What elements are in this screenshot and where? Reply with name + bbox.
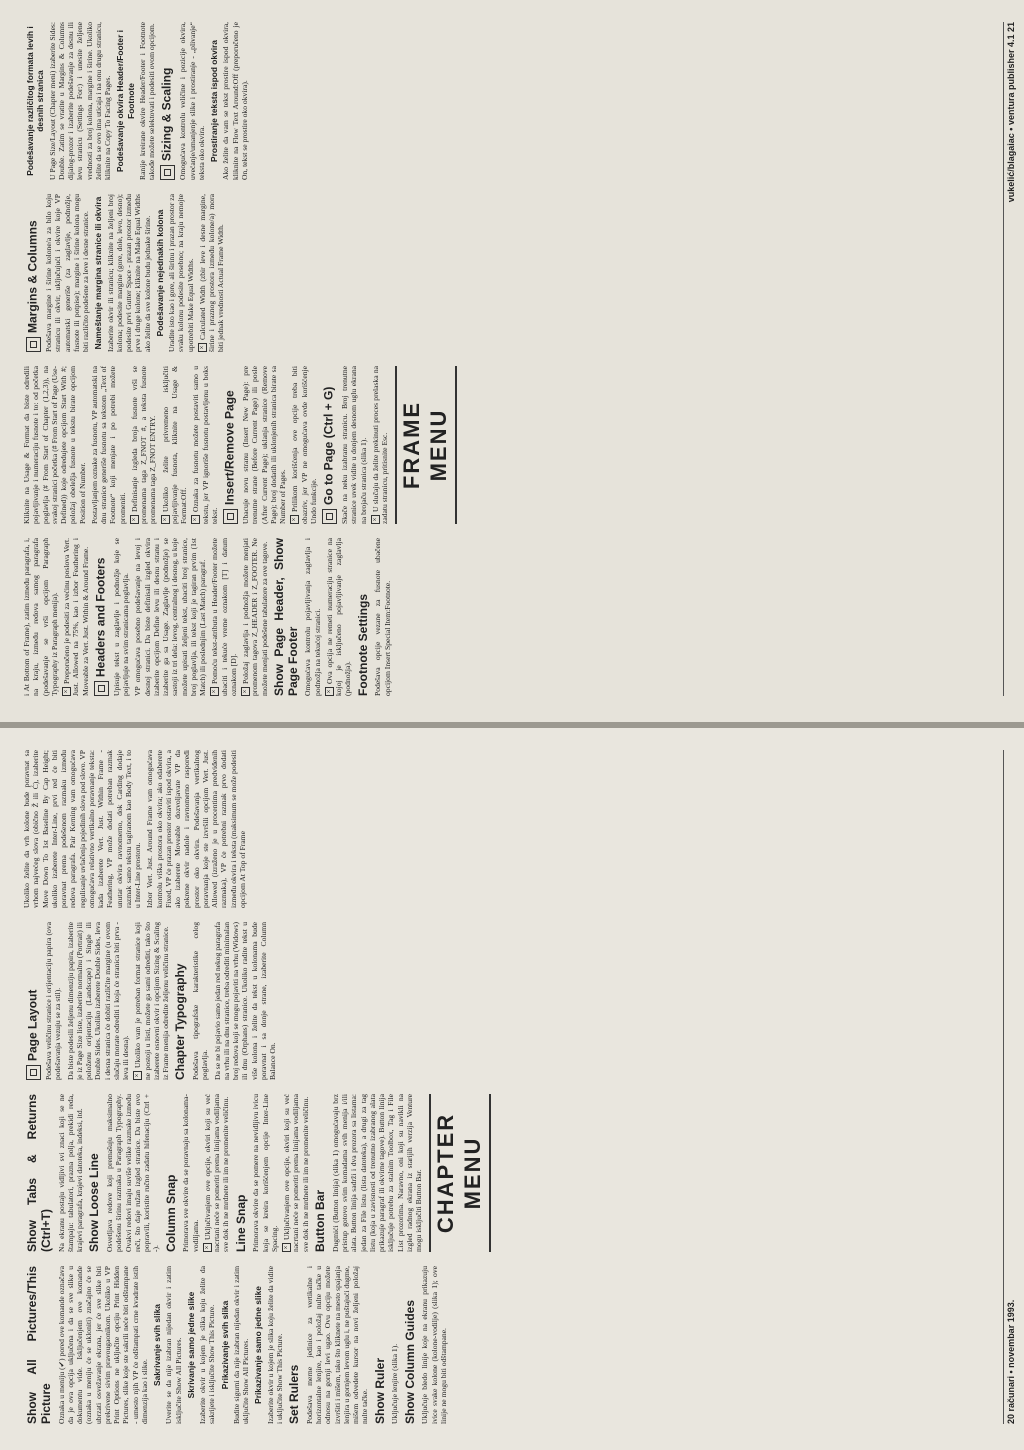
paragraph: Podešava tipografske karakteristike celog poglavlja. xyxy=(191,922,210,1080)
subheading: Sakrivanje svih slika xyxy=(152,1304,163,1386)
heading-chapter-typography: Chapter Typography xyxy=(173,963,188,1080)
paragraph: Uključuje lenjire (slika 1). xyxy=(390,1343,400,1424)
footer-text: vukelić/blagaiac • ventura publisher 4.1 21 xyxy=(1006,22,1016,203)
heading-line-snap: Line Snap xyxy=(233,1194,248,1252)
frame-menu-title: FRAME MENU xyxy=(395,366,457,524)
check-box-icon: × xyxy=(241,687,250,696)
paragraph: Izaberite okvir u kojem je slika koju želite da sakrijete i isključite Show This Picture. xyxy=(198,1266,217,1424)
heading-go-to-page xyxy=(322,366,337,524)
heading-margins-columns xyxy=(26,194,41,352)
subheading: Prikazivanje samo jedne slike xyxy=(253,1286,264,1404)
heading-text: Headers and Footers xyxy=(93,557,108,677)
right-column-2 xyxy=(22,366,992,524)
subheading: Prikazivanje svih slika xyxy=(219,1300,230,1390)
paragraph: U Page Size/Layout (Chapter meni) izaberite Sides: Double. Zatim se vratite u Margins & Columns dijalog-prozor i izaberite podešavanje za desnu ili levu stranicu (Settings For:) i unesite željene vrednosti za broj kolona, margine i širine. Ukoliko želite da se ovo ima uticaja i na onu drugu stranicu, kliknite na Copy To Facing Pages. xyxy=(47,22,112,180)
note-text: Calculated Width (zbir leve i desne margine, širine i praznog prostora između kolone/a) mora biti jednak vrednosti Actual Frame Width. xyxy=(197,194,226,352)
subheading: Podešavanje različitog formata levih i desnih stranica xyxy=(25,26,46,176)
subheading: Nameštanje margina stranice ili okvira xyxy=(93,196,104,350)
check-box-icon: × xyxy=(203,1243,212,1252)
insert-page-icon xyxy=(223,509,238,524)
paragraph: Omogućava kontrolu pojavljivanja zaglavlja i podnožja na tekućoj stranici. xyxy=(303,538,322,696)
paragraph: Kliknite na Usage & Format da biste odredili pojavljivanje i numeraciju fusnote i to: od početka poglavlja (# From Start of Chapter (1,2,3)), na svakoj stranici početka (# From Start of Page (Use- Defined)) koje odredujete opcijom Start With #; položaj obeležja fusnote u tekstu birate opcijom Position of Number. xyxy=(22,366,87,524)
check-box-icon: × xyxy=(210,687,219,696)
check-box-icon: × xyxy=(62,687,71,696)
paragraph: VP omogućava posebno podešavanje na levoj i desnoj stranici. Da biste definisali izgled okvira izaberite opcijom Define levu ili desnu stranu i izaberite ga sa Usage. Zaglavlje (podnožje) se sastoji iz tri dela: levog, centralnog i desnog, u koje možete upisati željeni tekst, ubaciti broj stranice, broj poglavlja, ili tekst koji je tagiran prvim (1st Match) ili poslednjim (Last Match) paragraf. xyxy=(133,538,207,696)
heading-column-snap: Column Snap xyxy=(163,1174,178,1252)
check-box-icon: × xyxy=(290,515,299,524)
paragraph: Izbor Vert. Just. Around Frame vam omogućava kontrolu viška prostora oko okvira; ako odaberete Fixed, VP će prazan prostor ostaviti ispod okvira, a ako izaberete Moveable dozvoljavate VP da pokrene okvir nadole i ravnomerno raspoređi prostor oko okvira. Podešavanja vertikalnog poravnanja koje ste izvršili opcijom Vert. Just. Allowed (izraženo je u procentima predviđenih razmaka), VP će potrebni razmak prvo dodati između okvira i teksta (maksimum se može podesiti opcijom At Top of Frame xyxy=(145,750,247,908)
heading-headers-footers xyxy=(94,538,109,696)
subheading: Podešavanje okvira Header/Footer i Footnote xyxy=(115,30,136,172)
heading-set-rulers: Set Rulers xyxy=(287,1364,302,1424)
paragraph: Uverite se da nije izabran nijedan okvir i zatim isključite Show All Pictures. xyxy=(164,1266,183,1424)
left-column-4 xyxy=(22,750,992,908)
paragraph: Podešava margine i širine kolone/a za bilo koju stranicu ili okvir, uključujući i okvire koje VP automatski generiše (za zaglavlje, podnožje, fusnote ili potpise); margine i širine kolona mogu biti različito podešene za leve i desne stranice. xyxy=(44,194,90,352)
heading-text: Sizing & Scaling xyxy=(159,67,174,161)
note-paragraph xyxy=(290,366,318,524)
paragraph: Ukoliko želite da vrh kolone bude poravnat sa vrhom najvećeg slova (obično Ž ili Ć), izaberite Move Down To 1st Baseline By Cap Height; ukoliko izaberete Inter-Line, prvi red će biti poravnat prema podešenom razmaku između redova paragrafa. Pair Kerning vam omogućava regulisanje uvlačenja pojedinih slova pod slovo. VP omogućava relativno vertikalno poravnanje teksta: kada izaberete Vert. Just. Within Frame - Feathering, VP može dodati potreban razmak unutar okvira ravnomerno, dok Carding dodaje razmak samo tekstu tagiranom kao Body Text, i to u Inter-Line prostoru. xyxy=(22,750,142,908)
note-text: Ova opcija ne remeti numeraciju stranice na kojoj je isključeno pojavljivanje zaglavlja (podnožja). xyxy=(324,538,353,696)
heading-text: Go to Page (Ctrl + G) xyxy=(321,386,336,505)
heading-insert-remove-page xyxy=(223,366,238,524)
paragraph: i At Bottom of Frame), zatim između paragrafa, i, na kraju, između redova samog paragrafa (podešavanje se vrši opcijom Paragraph Typography iz Paragraph menija). xyxy=(22,538,59,696)
right-column-1 xyxy=(22,538,992,696)
heading-sizing-scaling xyxy=(160,22,175,180)
paragraph: Ako želite da vam se tekst prostire ispod okvira, kliknite na Flow Text Around:Off (preporučeno je On, tekst se prostire oko okvira). xyxy=(221,22,249,180)
heading-show-column-guides: Show Column Guides xyxy=(402,1299,417,1424)
note-text: Pomoću tekst-atributa u Header/Footer možete ubaciti i tekuće vreme oznakom [T] i datum oznakom [D]. xyxy=(210,538,238,696)
paragraph: Na ekranu postaju vidljivi svi znaci koji se ne štampaju: tabulatori, prazna polja, prekidi reda, krajevi paragrafa, krajevi datoteka, indeksi, itd. xyxy=(56,1094,85,1252)
page-layout-icon xyxy=(26,1065,41,1080)
paragraph: Podešava veličinu stranice i orijentaciju papira (ova podešavanja vezuju se za stil). xyxy=(44,922,63,1080)
paragraph: Dugmići (Button linija) (slika 1) omogućavaju brz pristup gotovo svim komadama svih menija i/ili alata. Button linija sadrži i dva prozora sa listama: jedan za File listu (lista datoteka), a drugi za tag listu (koja u zavisnosti od trenutno izabranog alata prikazuje paragraf ili okvirne tagove). Button linija isključuje potrebu za stalnim Toolbox, Tag i File List prozorima. Naravno, oni koji su navikli na izgled radnog ekrana iz starijih verzija Venture mogu isključiti Button Bar. xyxy=(330,1094,424,1252)
heading-page-layout xyxy=(26,922,41,1080)
check-box-icon: × xyxy=(191,515,200,524)
go-to-page-icon xyxy=(322,509,337,524)
note-paragraph xyxy=(210,538,238,696)
paragraph: Skače na neku izabranu stranicu. Broj trenutne stranice uvek vidite u donjem desnom uglu ekrana na brojaču stranica (slika 1). xyxy=(340,366,368,524)
right-footer xyxy=(1003,22,1016,696)
note-paragraph xyxy=(161,366,189,524)
left-column-3 xyxy=(22,922,992,1080)
margins-columns-icon xyxy=(26,337,41,352)
note-text: U slučaju da želite prekinuti proces prelaska na zadatu stranicu, pritisnite Esc. xyxy=(370,366,389,524)
paragraph: Podešava merne jedinice za vertikalne i horizontalne lenjire, kao i položaj nulte tačke u odnosu na gornji levi ugao. Ovu opciju možete izvršiti i mišem, tako što kliknete na mesto spajanja lenjira u gornjem levom uglu i, ne puštajući dugme, mišem odvedete kursor na novi željeni položaj nulte tačke. xyxy=(304,1266,370,1424)
note-text: Definisanje izgleda broja fusnote vrši se promenama taga Z_FNOT #, a teksta fusnote promenama taga Z_FNOT ENTRY. xyxy=(129,366,158,524)
note-paragraph xyxy=(133,922,170,1080)
note-paragraph xyxy=(371,366,390,524)
paragraph: Uključuje bledo linije koje na ekranu prikazuju ivice svake kolone (kolone-vodilje) (slika 1); ove linije ne mogu biti odštampane. xyxy=(420,1266,448,1424)
note-text: Preporučeno je podesiti za većinu poslova Vert. Just. Allowed na 75%, kao i izbor Feathering i Moveable za Vert. Just. Within & Around Frame. xyxy=(62,538,90,696)
subheading: Podešavanje nejednakih kolona xyxy=(154,209,165,337)
subheading: Prostiranje teksta ispod okvira xyxy=(209,40,219,162)
heading-show-page-header: Show Page Header, Show Page Footer xyxy=(271,538,300,696)
paragraph: Podešava opcije vezane za fusnote ubačene opcijom Insert Special Item:Footnote. xyxy=(373,538,392,696)
paragraph: Omogućava kontrolu veličine i pozicije okvira, uvećanje/umanjenje slike i prostiranje - „plivanje“ teksta oko okvira. xyxy=(178,22,206,180)
heading-show-all-pictures: Show All Pictures/This Picture xyxy=(25,1266,53,1424)
check-box-icon: × xyxy=(371,515,380,524)
left-column-2 xyxy=(22,1094,992,1252)
right-page xyxy=(0,0,1024,722)
check-box-icon: × xyxy=(161,515,170,524)
paragraph: Primorava okvire da se pomere na nevidljivu ivicu koja se kreira korišćenjem opcije Inter-Line Spacing. xyxy=(251,1094,279,1252)
note-paragraph xyxy=(325,538,353,696)
paragraph: Primorava sve okvire da se poravnaju sa kolonama-vodiljama. xyxy=(181,1094,200,1252)
paragraph: Uradite isto kao i gore, ali širinu i prazan prostor za svaku kolonu podesite posebno; na kraju nemojte upotrebiti Make Equal Widths. xyxy=(167,194,195,352)
note-text: Prilikom korišćenja ove opcije treba biti obazriv, jer VP ne omogućava ovde korišćenje Undo funkcije. xyxy=(290,366,318,524)
note-text: Položaj zaglavlja i podnožja možete menjati promenom tagova Z_HEADER i Z_FOOTER. Ne možete menjati podešene tabulatore za ove tagove. xyxy=(241,538,269,696)
heading-text: Insert/Remove Page xyxy=(222,390,237,505)
left-footer xyxy=(1003,750,1016,1424)
note-paragraph xyxy=(203,1094,231,1252)
headers-footers-icon xyxy=(94,681,109,696)
gutter xyxy=(0,722,1024,728)
note-text: Ukoliko vam je potreban format stranice koji ne postoji u listi, možete ga sami odrediti, tako što izaberete osnovni okvir i opcijom Sizing & Scaling iz Frame menija odredite željenu veličinu stranice. xyxy=(133,922,170,1080)
paragraph: Budite sigurni da nije izabran nijedan okvir i zatim uključite Show All Pictures. xyxy=(231,1266,251,1424)
check-box-icon: × xyxy=(130,515,139,524)
footer-text: 20 računari • novembar 1993. xyxy=(1006,1299,1016,1424)
check-box-icon: × xyxy=(282,1243,291,1252)
note-text: Ukoliko želite privremeno isključiti pojavljivanje fusnota, kliknite na Usage & Format:Off. xyxy=(160,366,188,524)
paragraph: Da se ne bi pojavio samo jedan red nekog paragrafa na vrhu ili na dnu stranice, treba odrediti minimalan broj redova koji se mogu pojaviti na vrhu (Widows) ili dnu (Orphans) stranice. Ukoliko radite tekst u više kolona i želite da tekst u kolonama bude poravnat i sa donje strane, izaberite Column Balance On. xyxy=(212,922,278,1080)
paragraph: Oznaka u meniju (✔) pored ove komande označava da je ova opcija uključena i da se sve slike u dokumentu vide. Isključenjem ove komande (oznaka u meniju će se ukloniti) značajno će se ubrzati osvežavanje ekrana, jer će sve slike biti prekrivene sivim pravougaonikom. Ukoliko u VP Print Options ne uključite opciju Print Hidden Pictures, slike koje ste sakrili neće biti odštampane - umesto njih VP će odštampati crne kvadrate istih dimenzija kao i slike. xyxy=(56,1266,149,1424)
chapter-menu-title: CHAPTER MENU xyxy=(429,1094,491,1252)
note-paragraph xyxy=(198,194,226,352)
note-text: Oznaka za fusnotu možete postaviti samo u tekstu, jer VP ignoriše fusnotu postavljenu u boks tekst. xyxy=(191,366,219,524)
note-text: Uključivanjem ove opcije, okviri koji su već nacrtani neće se pomeriti prema linijama vodiljama sve dok ih ne mrdnete ili im ne promenite veličinu. xyxy=(282,1094,310,1252)
heading-show-tabs: Show Tabs & Returns (Ctrl+T) xyxy=(25,1094,53,1252)
paragraph: Postavljanjem oznake za fusnotu, VP automatski na dnu stranice generiše fusnotu sa tekstom „Text of Footnote“ koji menjate i po potrebi možete promeniti. xyxy=(89,366,127,524)
paragraph: Upisuje tekst u zaglavlje i podnožje koje se pojavljuje na svim stranicama poglavlja. xyxy=(111,538,130,696)
paragraph: Ranije kreirane okvire Header/Footer i Footnote takođe možete selektovati i podesiti ovom opcijom. xyxy=(137,22,156,180)
paragraph: Ubacuje novu stranu (Insert New Page): pre trenutne strane (Before Current Page) ili posle (After Current Page); uklanja stranice (Remove Page); broj dodatih ili uklonjenih stranica birate sa Number of Pages. xyxy=(241,366,287,524)
paragraph: Osvetljava redove koji premašuju maksimalno podešenu širinu razmaka u Paragraph Typography. Ovakvi redovi imaju suviše velike razmake između reči, što daje ružan izgled stranice. Da biste ovo popravili, koristite ručno zadatu hifenaciju (Ctrl + -). xyxy=(105,1094,161,1252)
check-box-icon: × xyxy=(198,343,207,352)
right-column-4 xyxy=(22,22,992,180)
subheading: Skrivanje samo jedne slike xyxy=(185,1291,196,1399)
check-box-icon: × xyxy=(325,687,334,696)
check-box-icon: × xyxy=(133,1071,142,1080)
left-page xyxy=(0,728,1024,1450)
note-paragraph xyxy=(191,366,219,524)
heading-show-ruler: Show Ruler xyxy=(372,1357,387,1424)
paragraph: Izaberite okvir ili stranicu; kliknite na željeni broj kolona; podesite margine (gore, dole, levo, desno); podesite prvi Gutter Space - prazan prostor između prve i druge kolone; kliknite na Make Equal Widths ako želite da sve kolone budu jednake širine. xyxy=(105,194,152,352)
paragraph: Izaberite okvir u kojem je slika koju želite da vidite i uključite Show This Picture. xyxy=(265,1266,284,1424)
heading-button-bar: Button Bar xyxy=(312,1190,327,1252)
note-paragraph xyxy=(130,366,158,524)
heading-footnote-settings: Footnote Settings xyxy=(355,594,370,696)
heading-text: Margins & Columns xyxy=(25,220,40,333)
heading-text: Page Layout xyxy=(25,989,40,1061)
note-paragraph xyxy=(62,538,90,696)
sizing-scaling-icon xyxy=(160,165,175,180)
note-paragraph xyxy=(241,538,269,696)
heading-show-loose-line: Show Loose Line xyxy=(87,1153,102,1252)
note-text: Uključivanjem ove opcije, okviri koji su već nacrtani neće se pomeriti prema linijama vodiljama sve dok ih ne mrdnete ili im ne promenite veličinu. xyxy=(202,1094,231,1252)
right-column-3 xyxy=(22,194,992,352)
note-paragraph xyxy=(282,1094,310,1252)
paragraph: Da biste podesili željenu dimenziju papira, izaberite je iz Page Size liste, izaberite normalnu (Portrait) ili položenu orijentaciju (Landscape) i Single ili Double Sides. Ukoliko izaberete Double Sides, leva i desna stranica će dobiti različite margine (u ovom slučaju morate odrediti i koja će stranica biti prva - leva ili desna). xyxy=(65,922,130,1080)
left-column-1 xyxy=(22,1266,992,1424)
